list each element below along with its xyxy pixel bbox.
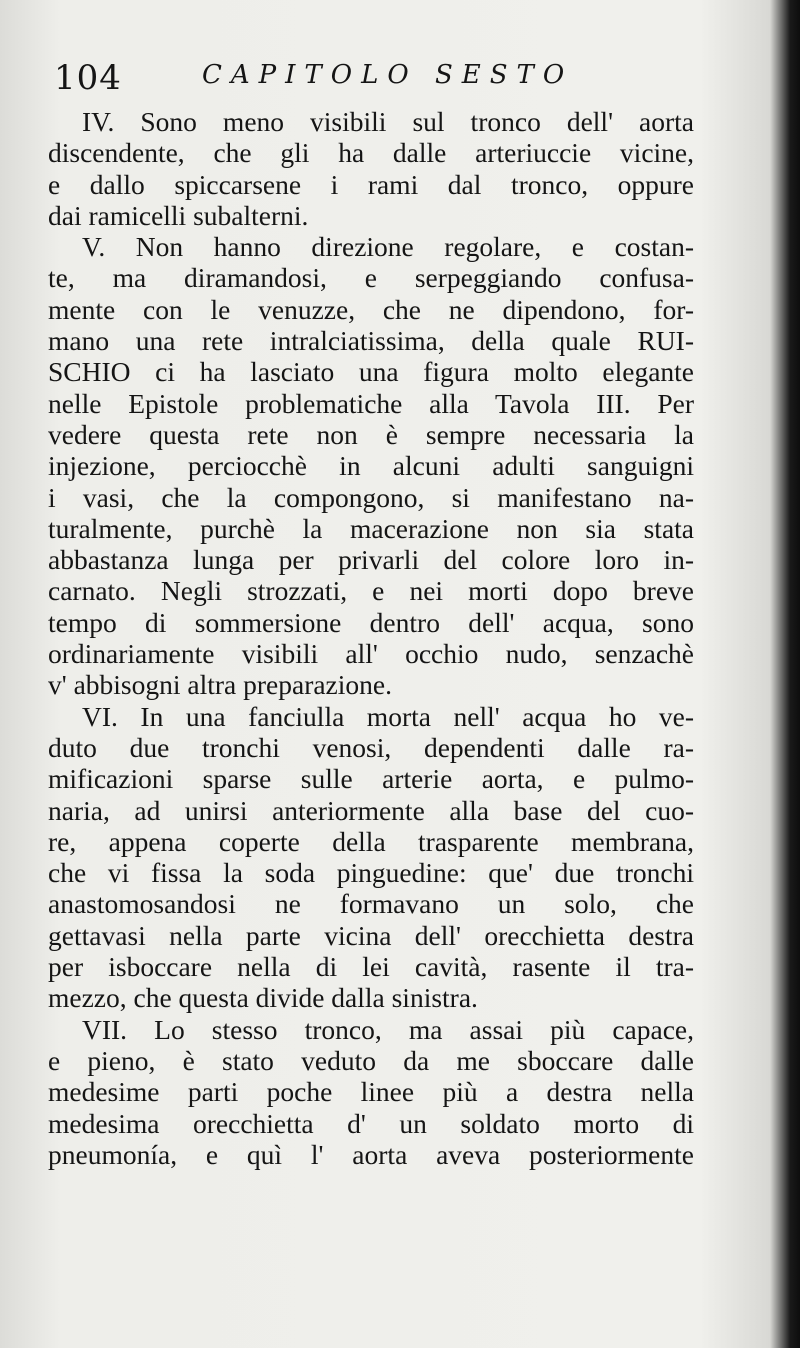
- page-header: [54, 58, 754, 108]
- text-line: e dallo spiccarsene i rami dal tronco, oppure: [48, 168, 694, 200]
- text-line: carnato. Negli strozzati, e nei morti dopo breve: [48, 575, 694, 607]
- text-line: pneumonía, e quì l' aorta aveva posteriormente: [48, 1138, 694, 1170]
- text-line: che vi fissa la soda pinguedine: que' due tronchi: [48, 857, 694, 889]
- text-line: abbastanza lunga per privarli del colore loro in-: [48, 544, 694, 576]
- text-line: injezione, perciocchè in alcuni adulti sanguigni: [48, 450, 694, 482]
- running-title: CAPITOLO SESTO: [202, 60, 574, 90]
- text-line: medesime parti poche linee più a destra nella: [48, 1076, 694, 1108]
- text-line: mano una rete intralciatissima, della quale RUI-: [48, 325, 694, 357]
- text-line: duto due tronchi venosi, dependenti dalle ra-: [48, 731, 694, 763]
- text-line: VI. In una fanciulla morta nell' acqua ho ve-: [82, 700, 694, 732]
- text-line: VII. Lo stesso tronco, ma assai più capace,: [82, 1013, 694, 1045]
- text-line: i vasi, che la compongono, si manifestano na-: [48, 481, 694, 513]
- text-line: ordinariamente visibili all' occhio nudo, senzachè: [48, 638, 694, 670]
- text-line: mente con le venuzze, che ne dipendono, for-: [48, 293, 694, 325]
- body-text: [48, 106, 694, 1170]
- text-line: IV. Sono meno visibili sul tronco dell' aorta: [82, 106, 694, 137]
- text-line: naria, ad unirsi anteriormente alla base del cuo-: [48, 794, 694, 826]
- page-number: 104: [54, 58, 122, 98]
- text-line: tempo di sommersione dentro dell' acqua, sono: [48, 606, 694, 638]
- text-line: SCHIO ci ha lasciato una figura molto elegante: [48, 356, 694, 388]
- text-line: per isboccare nella di lei cavità, rasente il tra-: [48, 951, 694, 983]
- text-line: medesima orecchietta d' un soldato morto di: [48, 1107, 694, 1139]
- text-line: dai ramicelli subalterni.: [48, 199, 309, 231]
- text-line: v' abbisogni altra preparazione.: [48, 669, 392, 701]
- text-line: discendente, che gli ha dalle arteriuccie vicine,: [48, 137, 694, 169]
- text-line: nelle Epistole problematiche alla Tavola III. Per: [48, 387, 694, 419]
- text-line: re, appena coperte della trasparente membrana,: [48, 825, 694, 857]
- text-line: gettavasi nella parte vicina dell' orecchietta destra: [48, 919, 694, 951]
- text-line: mificazioni sparse sulle arterie aorta, e pulmo-: [48, 763, 694, 795]
- text-line: e pieno, è stato veduto da me sboccare dalle: [48, 1044, 694, 1076]
- text-line: mezzo, che questa divide dalla sinistra.: [48, 982, 478, 1014]
- text-line: V. Non hanno direzione regolare, e costan-: [82, 231, 694, 263]
- text-line: te, ma diramandosi, e serpeggiando confusa-: [48, 262, 694, 294]
- text-line: vedere questa rete non è sempre necessaria la: [48, 418, 694, 450]
- text-line: anastomosandosi ne formavano un solo, che: [48, 888, 694, 920]
- text-line: turalmente, purchè la macerazione non sia stata: [48, 512, 694, 544]
